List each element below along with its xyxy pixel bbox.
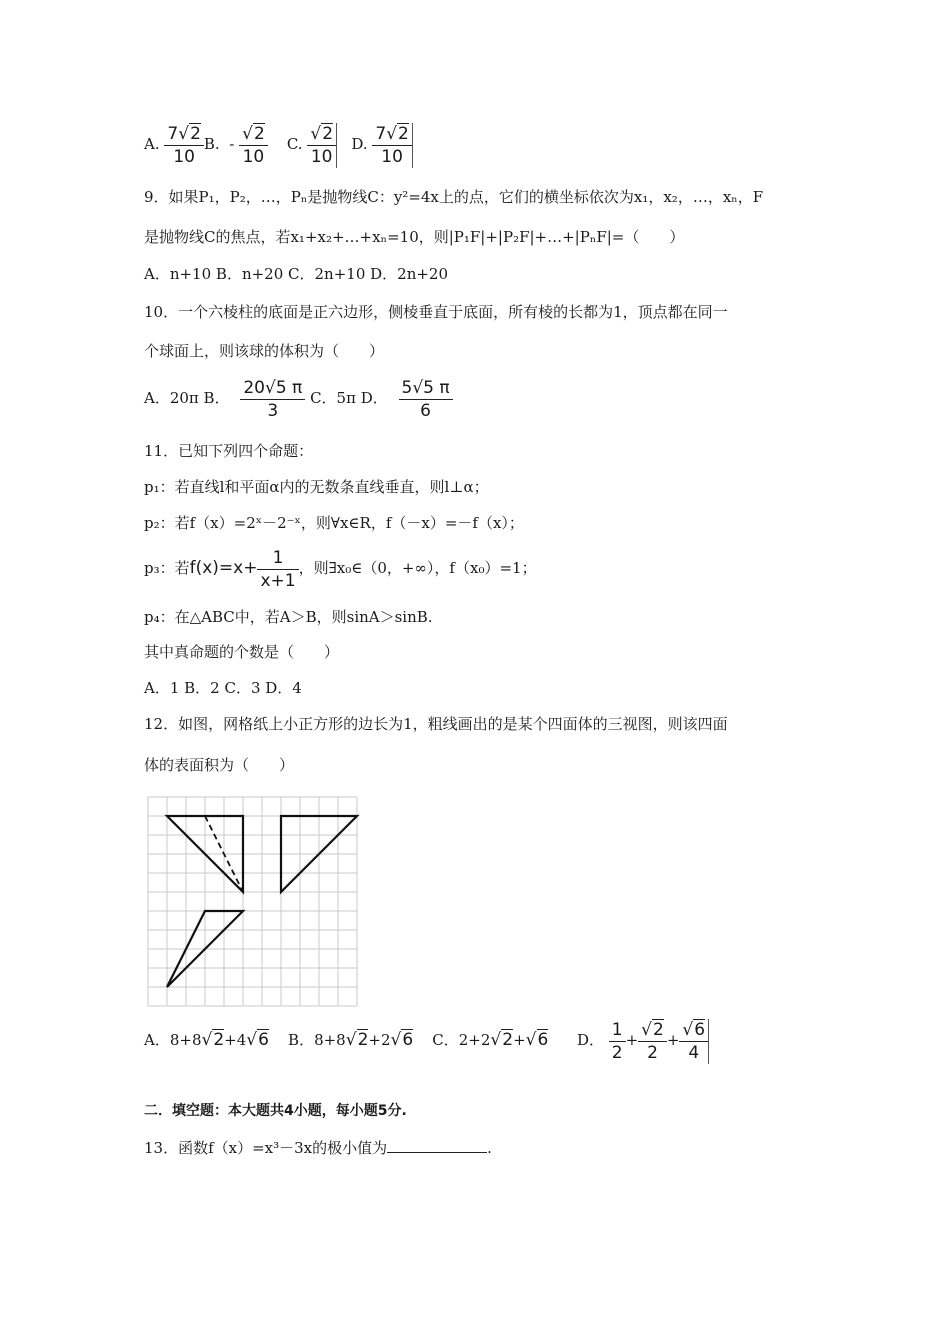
q12-options: [144, 1016, 709, 1064]
q11-p2: p₂：若f（x）=2ˣ－2⁻ˣ，则∀x∈R，f（－x）=－f（x）；: [144, 514, 524, 532]
q11-question: 其中真命题的个数是（ ）: [144, 643, 340, 661]
q8-options: [144, 120, 413, 168]
q10-line2: 个球面上，则该球的体积为（ ）: [144, 342, 385, 360]
q12-line2: 体的表面积为（ ）: [144, 756, 295, 774]
q9-line2: 是抛物线C的焦点，若x₁+x₂+…+xₙ=10，则|P₁F|+|P₂F|+…+|PₙF|=（ ）: [144, 228, 685, 246]
q12-option-d: D． $\frac{1}{2}$ + $\frac{√2}{2}$ + $\frac{√6}{4}$: [577, 1016, 709, 1064]
q12-option-a: A．8+8√2+4√6: [144, 1030, 269, 1050]
q8-option-b-sign: -: [229, 135, 235, 153]
q9-options: A．n+10 B．n+20 C．2n+10 D．2n+20: [144, 265, 449, 283]
section2-title: 二．填空题：本大题共4小题，每小题5分.: [144, 1103, 407, 1119]
q11-p3-fraction: $\frac{1}{x+1}$: [257, 547, 298, 592]
q10-option-b-fraction: $\frac{20√5 \pi}{3}$: [240, 377, 305, 422]
q8-option-c-fraction: $\frac{√2}{10}$: [307, 123, 337, 168]
q12-option-b: B．8+8√2+2√6: [288, 1030, 414, 1050]
q11-p3-function: f(x)=x+: [189, 558, 258, 578]
q10-option-d-fraction: $\frac{5√5 \pi}{6}$: [399, 377, 453, 422]
q8-option-b-label: B.: [203, 135, 220, 153]
q11-options: A．1 B．2 C．3 D．4: [144, 679, 302, 697]
q10-options: [144, 374, 453, 422]
q12-option-c: C．2+2√2+√6: [432, 1030, 549, 1050]
q8-option-a-fraction: $\frac{7√2}{10}$: [164, 123, 204, 168]
q13: 13．函数f（x）=x³－3x的极小值为 .: [144, 1139, 492, 1157]
q11-p1: p₁：若直线l和平面α内的无数条直线垂直，则l⊥α；: [144, 478, 489, 496]
q13-answer-blank: [387, 1138, 487, 1153]
q11-p4: p₄：在△ABC中，若A＞B，则sinA＞sinB.: [144, 608, 433, 626]
q8-option-a-label: A.: [144, 135, 160, 153]
q10-option-a: A．20π B．: [144, 389, 230, 407]
q11-stem: 11．已知下列四个命题：: [144, 442, 314, 460]
q10-line1: 10．一个六棱柱的底面是正六边形，侧棱垂直于底面，所有棱的长都为1，顶点都在同一: [144, 303, 728, 321]
q8-option-d-label: D.: [351, 135, 368, 153]
q12-line1: 12．如图，网格纸上小正方形的边长为1，粗线画出的是某个四面体的三视图，则该四面: [144, 715, 728, 733]
three-view-figure: [145, 795, 379, 1009]
q10-option-c: C．5π D．: [310, 389, 388, 407]
q8-option-d-fraction: $\frac{7√2}{10}$: [372, 123, 413, 168]
q8-option-c-label: C.: [286, 135, 303, 153]
q8-option-b-fraction: $\frac{√2}{10}$: [239, 123, 268, 168]
q11-p3: p₃：若f(x)=x+ $\frac{1}{x+1}$ ，则∃x₀∈（0，+∞），f（x₀）=1；: [144, 547, 537, 591]
q9-line1: 9．如果P₁，P₂，…，Pₙ是抛物线C：y²=4x上的点，它们的横坐标依次为x₁，x₂，…，xₙ，F: [144, 188, 764, 206]
